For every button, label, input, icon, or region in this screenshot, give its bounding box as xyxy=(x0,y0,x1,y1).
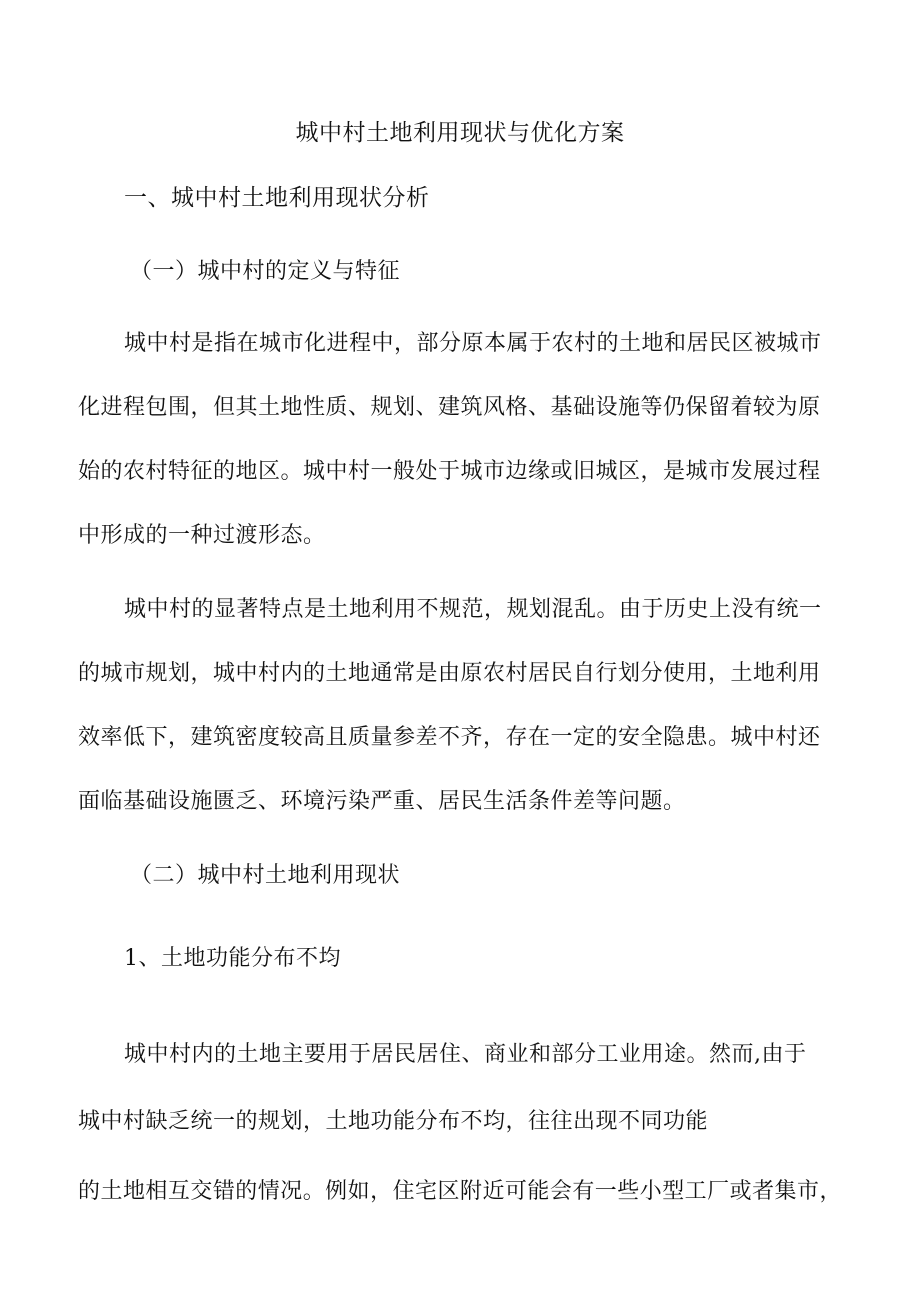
subsection-heading-1-2: （二）城中村土地利用现状 xyxy=(130,863,401,888)
document-title: 城中村土地利用现状与优化方案 xyxy=(295,120,625,146)
paragraph-line: 中形成的一种过渡形态。 xyxy=(78,523,326,548)
paragraph-line: 面临基础设施匮乏、环境污染严重、居民生活条件差等问题。 xyxy=(78,789,686,814)
paragraph-line: 的城市规划，城中村内的土地通常是由原农村居民自行划分使用，土地利用 xyxy=(78,661,821,686)
paragraph-line: 的土地相互交错的情况。例如，住宅区附近可能会有一些小型工厂或者集市， xyxy=(78,1179,842,1204)
subsection-heading-1-1: （一）城中村的定义与特征 xyxy=(130,259,401,284)
paragraph-line: 城中村的显著特点是土地利用不规范，规划混乱。由于历史上没有统一 xyxy=(124,597,822,622)
paragraph-line: 始的农村特征的地区。城中村一般处于城市边缘或旧城区，是城市发展过程 xyxy=(78,459,821,484)
item-heading-1: 1、土地功能分布不均 xyxy=(124,946,341,971)
paragraph-line: 化进程包围，但其土地性质、规划、建筑风格、基础设施等仍保留着较为原 xyxy=(78,395,821,420)
section-heading-1: 一、城中村土地利用现状分析 xyxy=(124,185,430,211)
paragraph-line: 城中村是指在城市化进程中，部分原本属于农村的土地和居民区被城市 xyxy=(124,331,822,356)
paragraph-line: 城中村缺乏统一的规划，土地功能分布不均，往往出现不同功能 xyxy=(78,1109,709,1134)
paragraph-line: 城中村内的土地主要用于居民居住、商业和部分工业用途。然而,由于 xyxy=(124,1042,807,1067)
paragraph-line: 效率低下，建筑密度较高且质量参差不齐，存在一定的安全隐患。城中村还 xyxy=(78,725,821,750)
